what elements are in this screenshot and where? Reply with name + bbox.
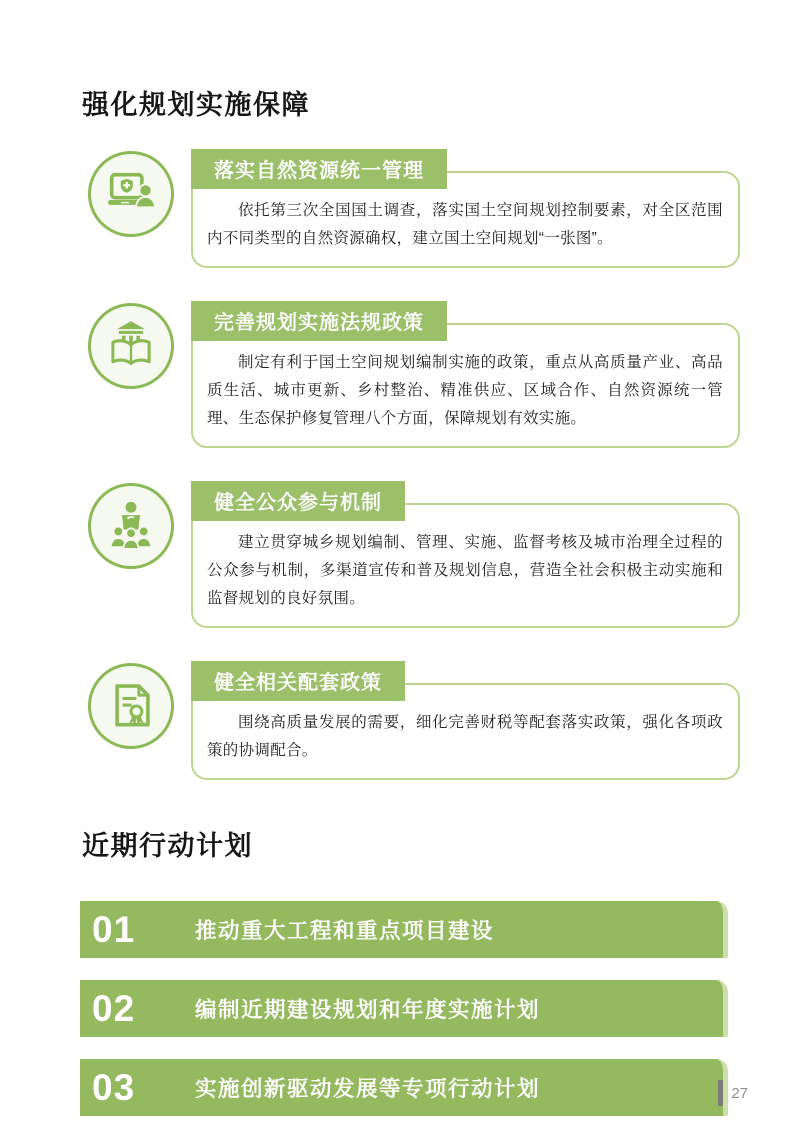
section-body-text: 围绕高质量发展的需要，细化完善财税等配套落实政策，强化各项政策的协调配合。: [207, 714, 723, 759]
certificate-policy-icon: [88, 663, 174, 749]
action-plan-label: 编制近期建设规划和年度实施计划: [195, 998, 541, 1022]
action-plan-number: 02: [92, 987, 136, 1029]
section-body-text: 制定有利于国土空间规划编制实施的政策，重点从高质量产业、高品质生活、城市更新、乡村整治、精准供应、区域合作、自然资源统一管理、生态保护修复管理八个方面，保障规划有效实施。: [207, 354, 723, 427]
guarantee-sections: [0, 149, 800, 780]
section-row-natural-resources: [88, 149, 740, 268]
section-card: [191, 481, 740, 628]
action-plan-label: 推动重大工程和重点项目建设: [195, 919, 495, 943]
action-plan-number: 03: [92, 1066, 136, 1108]
action-plan-item-3: [80, 1059, 728, 1116]
section-body-box: [191, 323, 740, 448]
public-participation-icon: [102, 497, 160, 555]
section-badge: 健全相关配套政策: [191, 661, 405, 701]
section-body-text: 建立贯穿城乡规划编制、管理、实施、监督考核及城市治理全过程的公众参与机制，多渠道宣传和普及规划信息，营造全社会积极主动实施和监督规划的良好氛围。: [207, 534, 723, 607]
page-footer: [718, 1080, 748, 1106]
action-plan-number: 01: [92, 908, 136, 950]
action-plan-item-2: [80, 980, 728, 1037]
section-badge: 落实自然资源统一管理: [191, 149, 447, 189]
heading-action-plan: 近期行动计划: [82, 831, 253, 861]
section-row-supporting-policies: [88, 661, 740, 780]
action-plan-list: [80, 901, 728, 1116]
section-card: [191, 301, 740, 448]
laptop-shield-user-icon: [88, 151, 174, 237]
action-plan-label: 实施创新驱动发展等专项行动计划: [195, 1077, 541, 1101]
section-card: [191, 149, 740, 268]
laptop-shield-user-icon: [102, 165, 160, 223]
public-participation-icon: [88, 483, 174, 569]
page-number: 27: [731, 1084, 748, 1102]
certificate-policy-icon: [102, 677, 160, 735]
institution-law-book-icon: [102, 317, 160, 375]
section-body-text: 依托第三次全国国土调查，落实国土空间规划控制要素，对全区范围内不同类型的自然资源确权，建立国土空间规划“一张图”。: [207, 202, 723, 247]
section-badge: 健全公众参与机制: [191, 481, 405, 521]
heading-implementation-guarantee: 强化规划实施保障: [82, 90, 310, 120]
section-row-laws-policies: [88, 301, 740, 448]
section-row-public-participation: [88, 481, 740, 628]
institution-law-book-icon: [88, 303, 174, 389]
page-number-divider: [718, 1080, 723, 1106]
section-body-box: [191, 503, 740, 628]
section-card: [191, 661, 740, 780]
action-plan-item-1: [80, 901, 728, 958]
section-badge: 完善规划实施法规政策: [191, 301, 447, 341]
